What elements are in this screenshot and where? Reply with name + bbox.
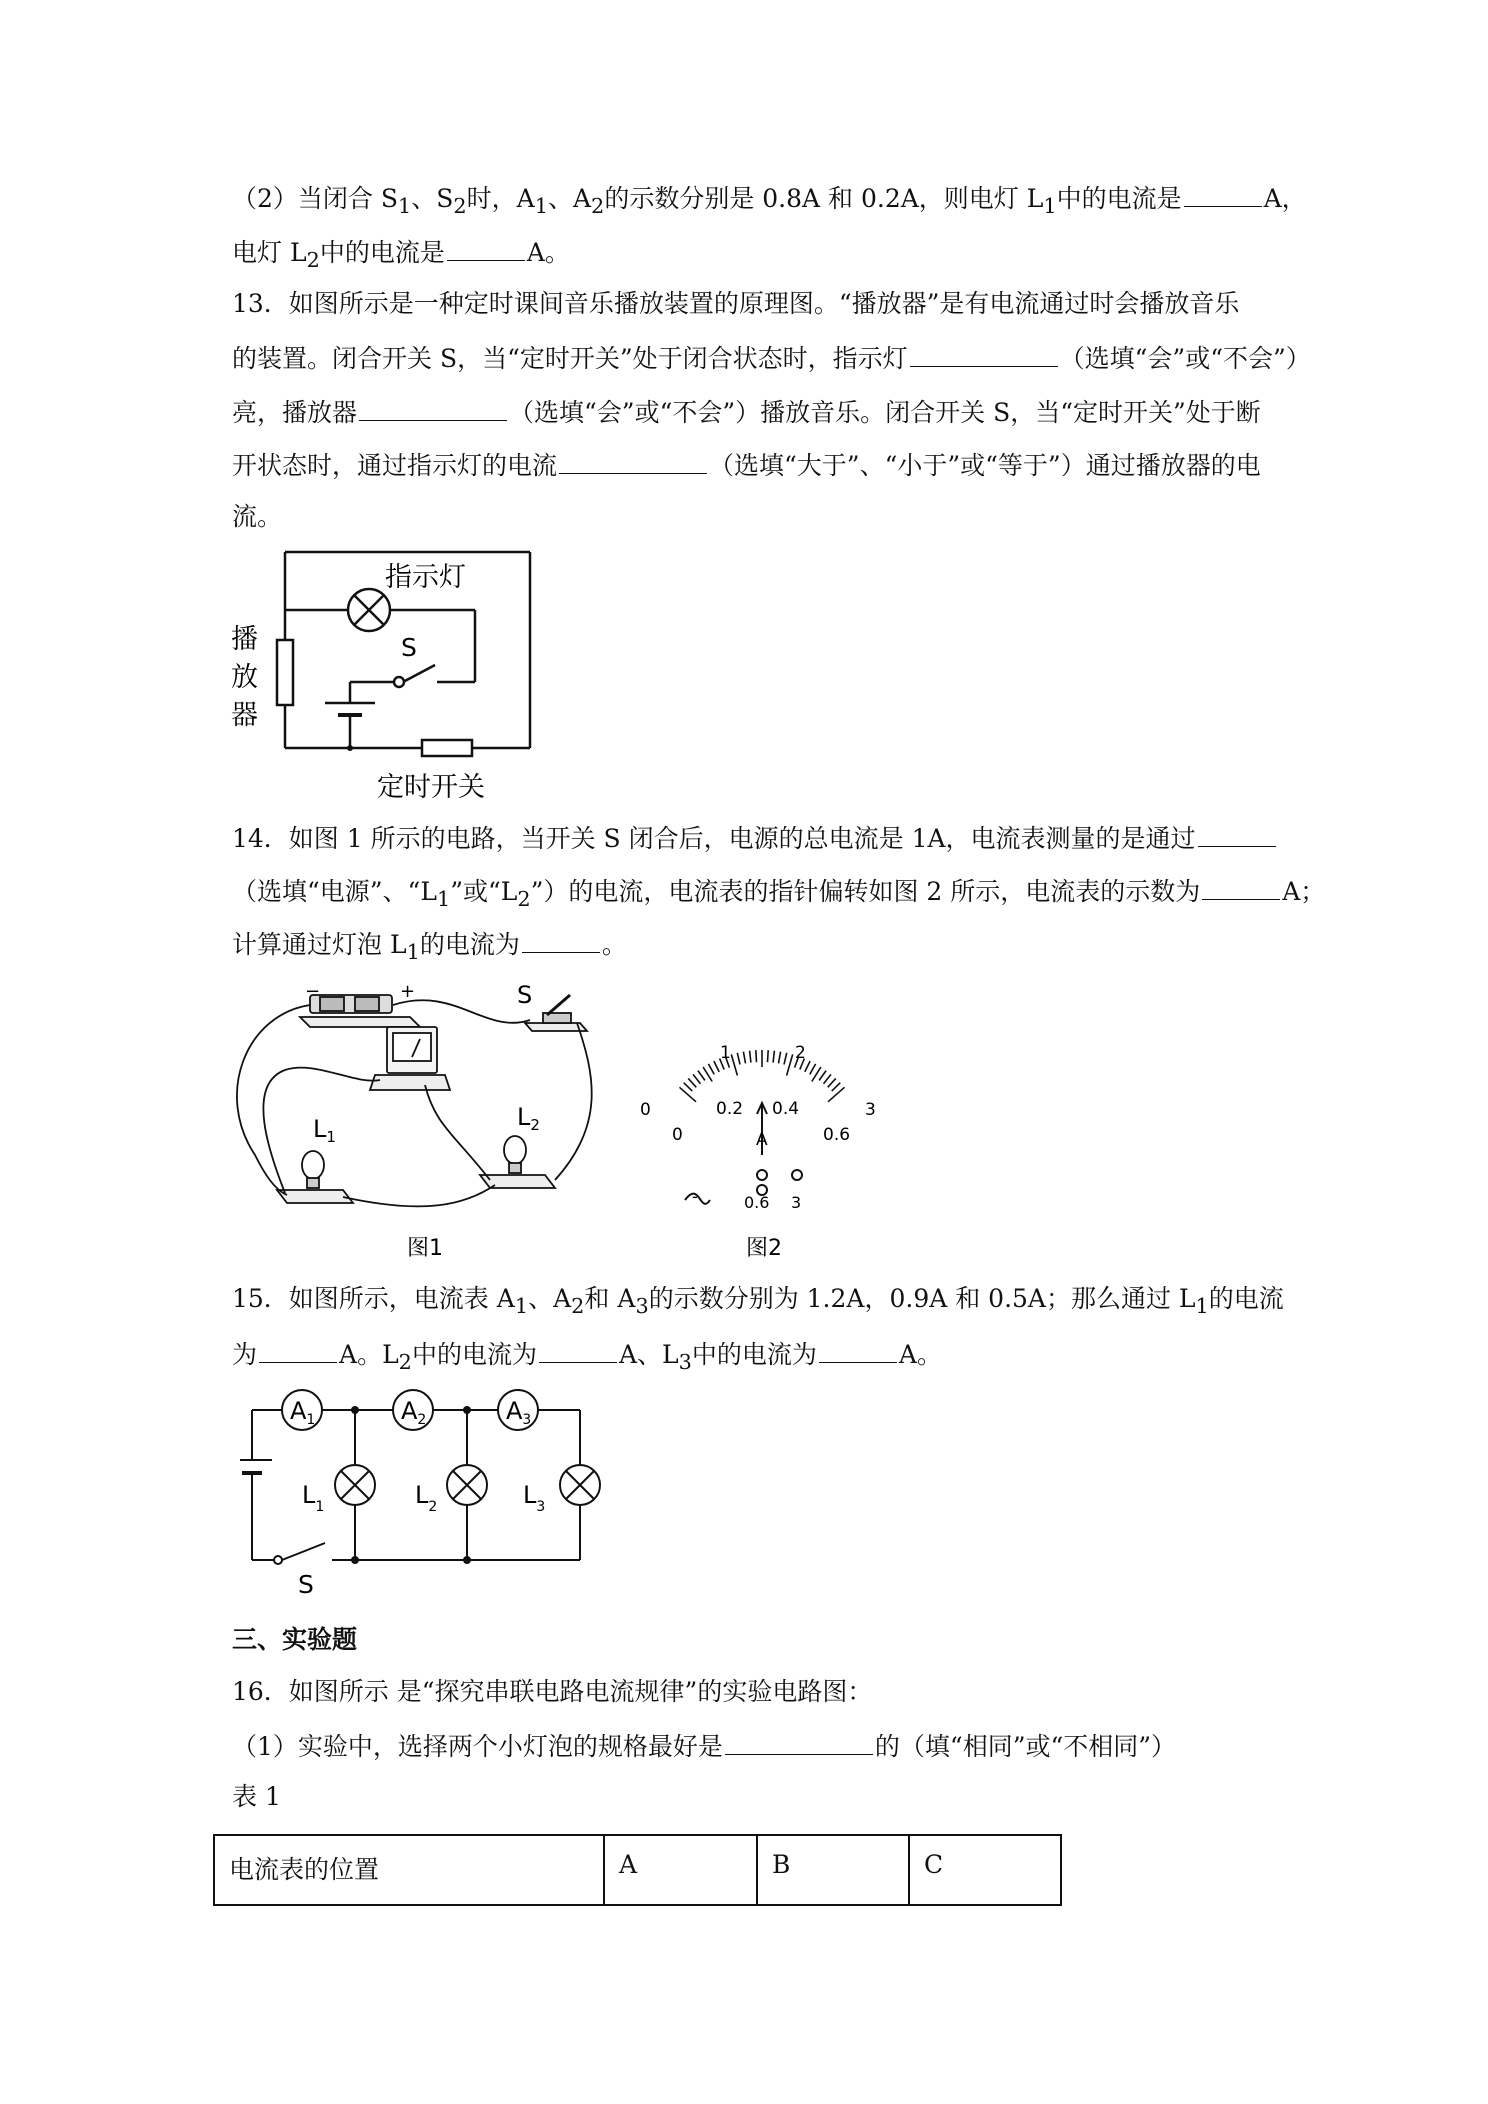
scale-tick (828, 1078, 836, 1087)
section-3-heading: 三、实验题 (232, 1625, 358, 1654)
scale-tick (698, 1071, 705, 1081)
answer-blank[interactable] (447, 234, 525, 261)
scale-tick (743, 1052, 745, 1064)
battery-minus: − (305, 981, 321, 1002)
bottom-scale-3: 0.6 (823, 1125, 851, 1145)
scale-tick (693, 1074, 701, 1083)
answer-blank[interactable] (259, 1336, 337, 1363)
table-header-cell: 电流表的位置 (214, 1835, 604, 1905)
q14-figure-2 (630, 1010, 900, 1265)
answer-blank[interactable] (1202, 873, 1280, 900)
scale-tick (750, 1051, 751, 1063)
scale-tick (824, 1074, 832, 1083)
answer-blank[interactable] (725, 1728, 873, 1755)
answer-blank[interactable] (1184, 180, 1262, 207)
q13-line-5: 流。 (232, 502, 283, 531)
terminal-minus: - (692, 1187, 698, 1206)
q12-2-line-2: 电灯 $L_2$中的电流是 A。 (232, 234, 570, 277)
scale-tick (779, 1052, 781, 1064)
scale-tick (773, 1051, 774, 1063)
scale-tick (737, 1053, 740, 1065)
answer-blank[interactable] (910, 340, 1058, 367)
answer-blank[interactable] (559, 447, 707, 474)
bottom-scale-2: 0.4 (772, 1099, 800, 1119)
q12-2-line-1: （2）当闭合 $S_1$、$S_2$时，$A_1$、$A_2$的示数分别是 0.8A 和 0.2A，则电灯 $L_1$中的电流是 A， (232, 180, 1307, 223)
fig1-caption: 图1 (407, 1236, 443, 1261)
meter-unit: A (756, 1130, 768, 1150)
table-cell-c: C (909, 1835, 1061, 1905)
top-scale-0: 0 (640, 1100, 651, 1120)
answer-blank[interactable] (522, 926, 600, 953)
scale-tick (810, 1064, 816, 1075)
q14-line-2: （选填“电源”、“$L_1$”或“$L_2$”）的电流，电流表的指针偏转如图 2 所示，电流表的示数为 A； (232, 873, 1325, 916)
fig1-lamp1-label: $L_1$ (313, 1115, 336, 1146)
scale-tick (832, 1083, 841, 1091)
scale-tick (784, 1053, 787, 1065)
battery-plus: + (400, 981, 416, 1002)
player-label-1: 播 (231, 624, 258, 655)
table-cell-a: A (604, 1835, 757, 1905)
table-row (214, 1835, 1061, 1905)
q16-line-2: （1）实验中，选择两个小灯泡的规格最好是 的（填“相同”或“不相同”） (232, 1728, 1176, 1764)
q15-line-1: 15．如图所示，电流表 $A_1$、$A_2$和 $A_3$的示数分别为 1.2A，0.9A 和 0.5A；那么通过 $L_1$的电流 (232, 1284, 1284, 1318)
lamp-l1-label: $L_1$ (302, 1481, 325, 1515)
scale-tick (828, 1087, 845, 1102)
scale-tick (768, 1050, 769, 1062)
meter-a2-label: $A_2$ (401, 1397, 427, 1428)
terminal-0-6: 0.6 (744, 1193, 770, 1212)
q14-line-1: 14．如图 1 所示的电路，当开关 S 闭合后，电源的总电流是 1A，电流表测量的是通过 (232, 820, 1278, 856)
top-scale-1: 1 (720, 1043, 731, 1063)
scale-tick (684, 1083, 693, 1091)
bottom-scale-0: 0 (672, 1125, 683, 1145)
answer-blank[interactable] (819, 1336, 897, 1363)
top-scale-2: 2 (795, 1043, 806, 1063)
player-label-2: 放 (231, 662, 258, 693)
current-position-table (213, 1834, 1062, 1906)
meter-a3-label: $A_3$ (506, 1397, 532, 1428)
q13-line-3: 亮，播放器 （选填“会”或“不会”）播放音乐。闭合开关 S，当“定时开关”处于断 (232, 394, 1261, 430)
q13-line-4: 开状态时，通过指示灯的电流 （选填“大于”、“小于”或“等于”）通过播放器的电 (232, 447, 1261, 483)
terminal-3: 3 (791, 1193, 802, 1212)
bottom-scale-1: 0.2 (716, 1099, 744, 1119)
q13-line-2: 的装置。闭合开关 S，当“定时开关”处于闭合状态时，指示灯 （选填“会”或“不会”） (232, 340, 1311, 376)
answer-blank[interactable] (539, 1336, 617, 1363)
q15-circuit-diagram (240, 1385, 610, 1600)
lamp-l2-label: $L_2$ (415, 1481, 438, 1515)
scale-tick (688, 1078, 696, 1087)
switch-label: S (401, 633, 417, 662)
q14-figure-1 (225, 975, 605, 1265)
q16-line-1: 16．如图所示 是“探究串联电路电流规律”的实验电路图： (232, 1677, 873, 1706)
q15-switch-label: S (298, 1570, 314, 1599)
q15-line-2: 为 A。$L_2$中的电流为 A、$L_3$中的电流为 A。 (232, 1336, 942, 1379)
scale-tick (731, 1054, 737, 1075)
fig1-switch-label: S (517, 981, 533, 1009)
fig1-lamp2-label: $L_2$ (517, 1103, 540, 1134)
scale-tick (756, 1050, 757, 1062)
q13-circuit-diagram (225, 540, 545, 810)
q13-line-1: 13．如图所示是一种定时课间音乐播放装置的原理图。“播放器”是有电流通过时会播放音乐 (232, 289, 1240, 318)
lamp-label: 指示灯 (385, 562, 466, 593)
meter-a1-label: $A_1$ (290, 1397, 316, 1428)
q16-table-title: 表 1 (232, 1782, 281, 1811)
scale-tick (680, 1087, 697, 1102)
top-scale-3: 3 (865, 1100, 876, 1120)
timer-switch-label: 定时开关 (377, 772, 485, 803)
scale-tick (708, 1064, 714, 1075)
scale-tick (714, 1061, 719, 1072)
fig2-caption: 图2 (746, 1236, 782, 1261)
player-label-3: 器 (231, 700, 258, 731)
scale-tick (787, 1054, 793, 1075)
table-cell-b: B (757, 1835, 909, 1905)
q14-line-3: 计算通过灯泡 $L_1$的电流为 。 (232, 926, 627, 969)
lamp-l3-label: $L_3$ (523, 1481, 546, 1515)
answer-blank[interactable] (1198, 820, 1276, 847)
scale-tick (819, 1071, 826, 1081)
answer-blank[interactable] (359, 394, 507, 421)
